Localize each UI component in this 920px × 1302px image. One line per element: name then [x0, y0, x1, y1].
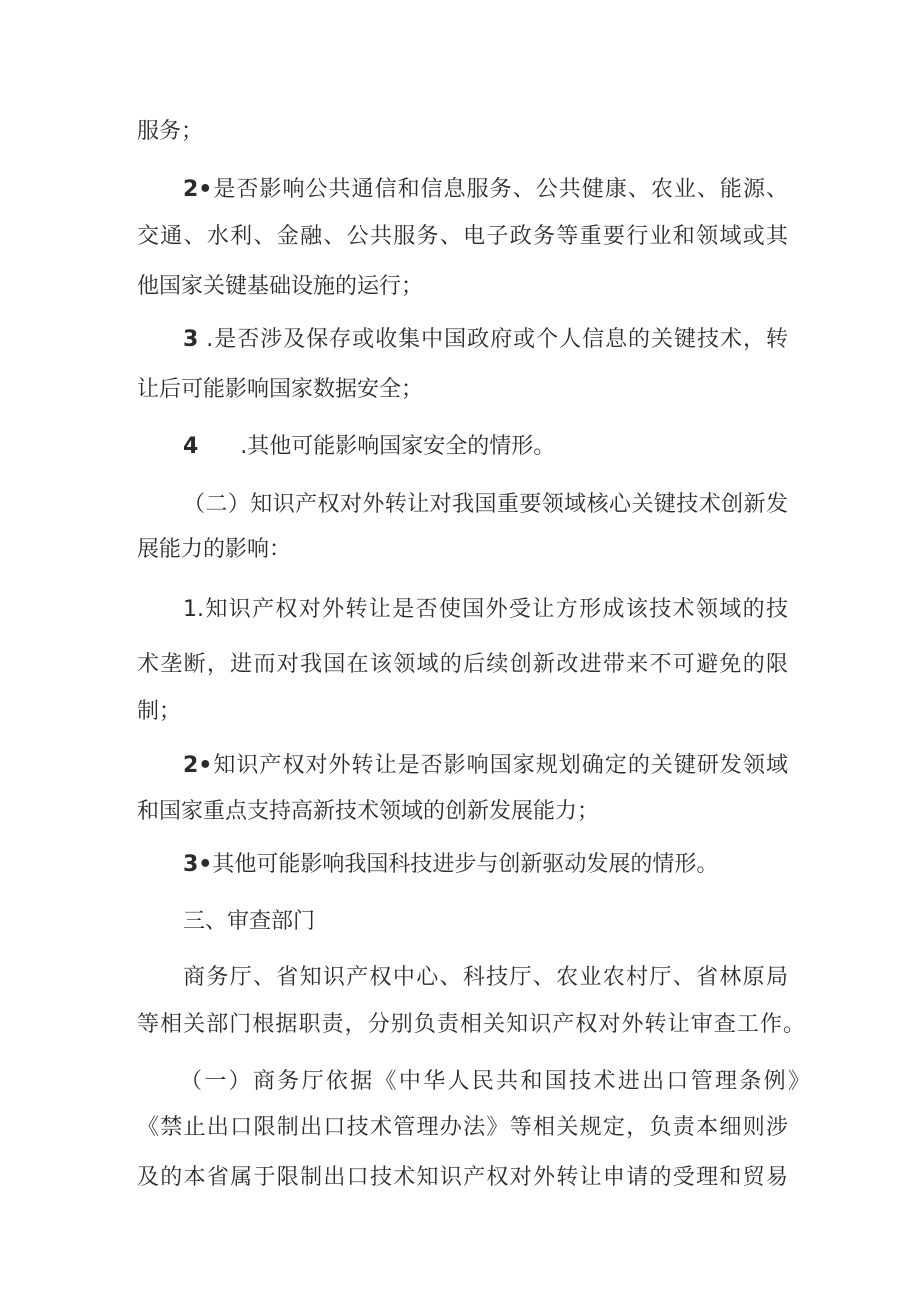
list-number: 4: [183, 434, 199, 459]
line-text: 是否影响公共通信和信息服务、公共健康、农业、能源、: [212, 177, 788, 202]
line-text: 及的本省属于限制出口技术知识产权对外转让申请的受理和贸易: [137, 1165, 788, 1190]
list-item-line: [183, 326, 788, 354]
paragraph-line: [137, 698, 181, 726]
paragraph-line: [137, 118, 203, 146]
paragraph-line: [137, 376, 423, 404]
line-text: .其他可能影响国家安全的情形。: [198, 434, 556, 459]
line-text: 展能力的影响：: [137, 537, 292, 562]
paragraph-line: [183, 964, 788, 992]
line-text: 《禁止出口限制出口技术管理办法》等相关规定，负责本细则涉: [137, 1115, 788, 1140]
line-text: .是否涉及保存或收集中国政府或个人信息的关键技术，转: [198, 327, 788, 352]
paragraph-line: [137, 273, 423, 301]
line-text: 交通、水利、金融、公共服务、电子政务等重要行业和领域或其: [137, 224, 788, 249]
paragraph-line: [137, 1011, 805, 1039]
list-number: 2•: [183, 177, 213, 202]
line-text: 让后可能影响国家数据安全；: [137, 377, 424, 402]
list-number: 3•: [183, 852, 213, 877]
list-item-line: [183, 596, 788, 624]
line-text: 其他可能影响我国科技进步与创新驱动发展的情形。: [212, 852, 719, 877]
line-text: 制；: [137, 699, 182, 724]
list-number: 2•: [183, 753, 213, 778]
line-text: 商务厅、省知识产权中心、科技厅、农业农村厅、省林原局: [183, 965, 788, 990]
list-item-line: [183, 851, 718, 879]
line-text: 等相关部门根据职责，分别负责相关知识产权对外转让审查工作。: [137, 1012, 805, 1037]
list-item-line: [183, 433, 555, 461]
line-text: 服务；: [137, 119, 204, 144]
paragraph-line: [137, 536, 291, 564]
list-number: 3: [183, 327, 199, 352]
paragraph-line: [137, 1164, 788, 1192]
list-item-line: [183, 176, 788, 204]
line-text: 他国家关键基础设施的运行；: [137, 274, 424, 299]
line-text: 三、审查部门: [183, 909, 316, 934]
section-heading-line: [183, 491, 788, 519]
list-item-line: [183, 752, 788, 780]
line-text: 知识产权对外转让是否影响国家规划确定的关键研发领域: [212, 753, 788, 778]
paragraph-line: [137, 1114, 788, 1142]
line-text: （一）商务厅依据《中华人民共和国技术进出口管理条例》: [180, 1069, 810, 1094]
line-text: 和国家重点支持高新技术领域的创新发展能力；: [137, 799, 600, 824]
line-text: 1.知识产权对外转让是否使国外受让方形成该技术领域的技: [183, 597, 788, 622]
section-heading: [183, 908, 315, 936]
paragraph-line: [137, 651, 788, 679]
paragraph-line: [137, 798, 599, 826]
subsection-line: [180, 1068, 810, 1096]
paragraph-line: [137, 223, 788, 251]
line-text: 术垄断，进而对我国在该领域的后续创新改进带来不可避免的限: [137, 652, 788, 677]
line-text: （二）知识产权对外转让对我国重要领域核心关键技术创新发: [183, 492, 788, 517]
